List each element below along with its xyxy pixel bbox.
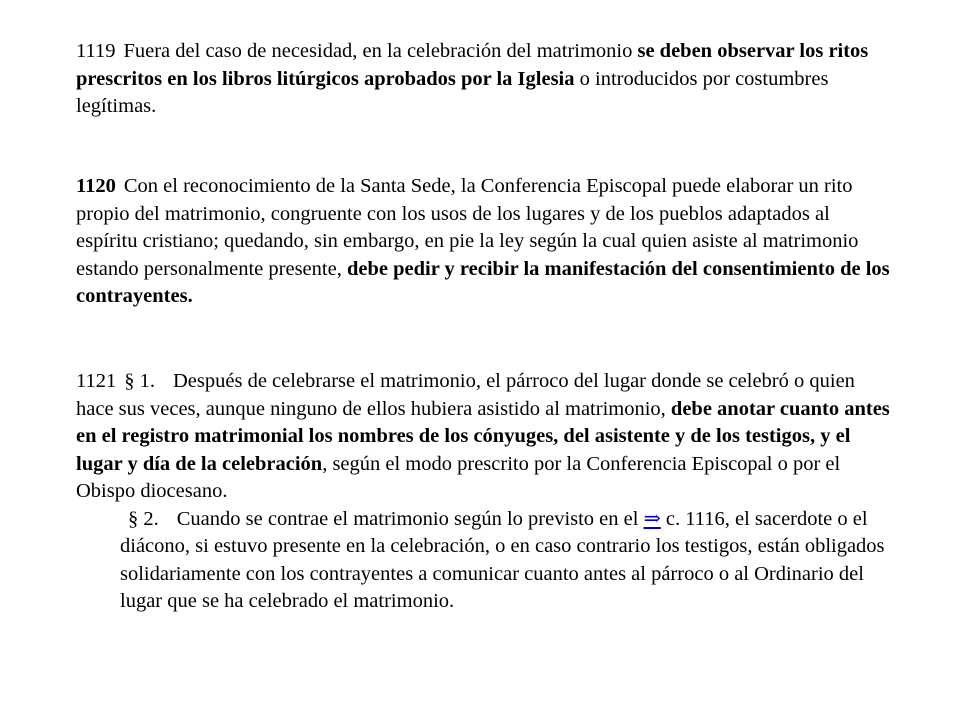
canon-text: Fuera del caso de necesidad, en la celebración del matrimonio [123,40,638,62]
canon-text: c. 1116, el sacerdote o el diácono, si estuvo presente en la celebración, o en caso contrario los testigos, están obligados solidariamente con los contrayentes a comunicar cuanto antes al párroco o al Ordinario del lugar que se ha celebrado el matrimonio. [120,507,885,612]
canon-text-bold: debe pedir y recibir la manifestación del consentimiento de los contrayentes. [76,257,890,307]
canon-text: Con el reconocimiento de la Santa Sede, la Conferencia Episcopal puede elaborar un rito propio del matrimonio, congruente con los usos de los lugares y de los pueblos adaptados al espíritu cristiano; quedando, sin embargo, en pie la ley según la cual quien asiste al matrimonio estando personalmente presente, [76,175,859,280]
canon-paragraph-1 [76,368,896,506]
canon-number: 1121 [76,370,117,392]
canon-number: 1119 [76,40,116,62]
section-mark: § 2. [128,507,159,530]
canon-text: Cuando se contrae el matrimonio según lo previsto en el [176,507,644,530]
canon-text: o introducidos por costumbres legítimas. [76,67,829,117]
canon-1120 [76,173,896,311]
cross-reference-link[interactable]: ⇒ [643,507,661,530]
canon-text: Después de celebrarse el matrimonio, el párroco del lugar donde se celebró o quien hace sus veces, aunque ninguno de ellos hubiera asistido al matrimonio, [76,370,855,420]
canon-text-bold: se deben observar los ritos prescritos en los libros litúrgicos aprobados por la Iglesia [76,40,869,90]
canon-number: 1120 [76,175,116,197]
canon-1119 [76,38,896,121]
canon-1121 [76,368,896,616]
section-mark: § 1. [124,370,155,392]
canon-text-bold: debe anotar cuanto antes en el registro matrimonial los nombres de los cónyuges, del asistente y de los testigos, y el lugar y día de la celebración [76,397,890,475]
canon-text: , según el modo prescrito por la Conferencia Episcopal o por el Obispo diocesano. [76,452,841,502]
canon-paragraph-2 [76,506,896,616]
